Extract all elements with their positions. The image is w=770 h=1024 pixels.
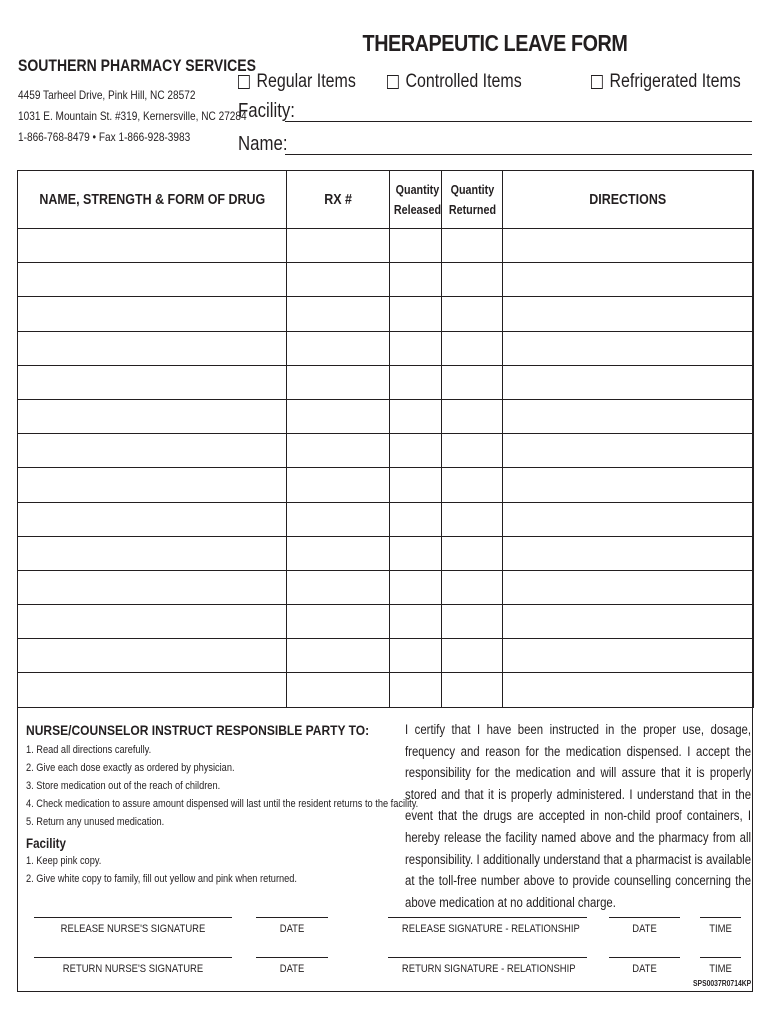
directions-cell[interactable] (503, 399, 754, 433)
directions-cell[interactable] (503, 297, 754, 331)
release-nurse-date-label: DATE (279, 923, 305, 935)
facility-field[interactable] (285, 121, 752, 122)
release-relationship-line[interactable] (388, 917, 587, 918)
qty-returned-cell[interactable] (442, 263, 503, 297)
drug-cell[interactable] (18, 297, 287, 331)
qty-returned-cell[interactable] (442, 365, 503, 399)
table-row (18, 331, 754, 365)
table-header-row (18, 171, 754, 229)
directions-cell[interactable] (503, 639, 754, 673)
company-address-2: 1031 E. Mountain St. #319, Kernersville, NC 27284 (18, 109, 247, 123)
directions-cell[interactable] (503, 331, 754, 365)
qty-released-cell[interactable] (390, 434, 442, 468)
return-date-label: DATE (632, 963, 657, 975)
return-time-line[interactable] (700, 957, 741, 958)
refrigerated-items-checkbox[interactable] (591, 75, 603, 89)
table-row (18, 502, 754, 536)
qty-released-cell[interactable] (390, 570, 442, 604)
table-row (18, 570, 754, 604)
table-row (18, 365, 754, 399)
return-nurse-signature-label: RETURN NURSE'S SIGNATURE (62, 963, 204, 975)
return-relationship-label: RETURN SIGNATURE - RELATIONSHIP (401, 963, 576, 975)
instruction-item: 5. Return any unused medication. (26, 816, 165, 828)
header-drug: NAME, STRENGTH & FORM OF DRUG (18, 171, 287, 229)
header-qty-returned: Quantity Returned (442, 171, 503, 229)
qty-released-cell[interactable] (390, 297, 442, 331)
table-row (18, 468, 754, 502)
instruction-item: 2. Give each dose exactly as ordered by physician. (26, 762, 235, 774)
qty-released-cell[interactable] (390, 468, 442, 502)
release-date-label: DATE (632, 923, 657, 935)
regular-items-checkbox[interactable] (238, 75, 250, 89)
rx-cell[interactable] (287, 570, 390, 604)
rx-cell[interactable] (287, 468, 390, 502)
drug-cell[interactable] (18, 605, 287, 639)
qty-returned-cell[interactable] (442, 502, 503, 536)
directions-cell[interactable] (503, 605, 754, 639)
controlled-items-checkbox[interactable] (387, 75, 399, 89)
release-relationship-label: RELEASE SIGNATURE - RELATIONSHIP (401, 923, 580, 935)
rx-cell[interactable] (287, 502, 390, 536)
qty-returned-cell[interactable] (442, 468, 503, 502)
rx-cell[interactable] (287, 399, 390, 433)
rx-cell[interactable] (287, 434, 390, 468)
rx-cell[interactable] (287, 229, 390, 263)
rx-cell[interactable] (287, 263, 390, 297)
qty-returned-cell[interactable] (442, 434, 503, 468)
table-row (18, 297, 754, 331)
qty-returned-cell[interactable] (442, 605, 503, 639)
drug-cell[interactable] (18, 673, 287, 707)
drug-cell[interactable] (18, 229, 287, 263)
directions-cell[interactable] (503, 263, 754, 297)
qty-released-cell[interactable] (390, 331, 442, 365)
instruction-item: 3. Store medication out of the reach of children. (26, 780, 221, 792)
qty-returned-cell[interactable] (442, 297, 503, 331)
certification-statement: I certify that I have been instructed in the proper use, dosage, frequency and reason for the medication dispensed. I accept the responsibility for the medication and will assure that it is properly stored and that it is properly administered. I understand that in the event that the drugs are accepted in non-child proof containers, I hereby release the facility named above and the pharmacy from all responsibility. I additionally understand that a pharmacist is available at the toll-free number above to provide counselling concerning the above medication at no additional charge. (405, 722, 752, 910)
drug-cell[interactable] (18, 468, 287, 502)
qty-returned-cell[interactable] (442, 673, 503, 707)
directions-cell[interactable] (503, 536, 754, 570)
qty-returned-cell[interactable] (442, 570, 503, 604)
release-nurse-signature-line[interactable] (34, 917, 232, 918)
refrigerated-items-label: Refrigerated Items (609, 71, 741, 92)
drug-cell[interactable] (18, 434, 287, 468)
qty-released-cell[interactable] (390, 399, 442, 433)
table-row (18, 536, 754, 570)
table-row (18, 639, 754, 673)
return-nurse-date-line[interactable] (256, 957, 328, 958)
return-relationship-line[interactable] (388, 957, 587, 958)
qty-returned-cell[interactable] (442, 331, 503, 365)
release-nurse-date-line[interactable] (256, 917, 328, 918)
qty-released-cell[interactable] (390, 229, 442, 263)
table-row (18, 229, 754, 263)
form-title: THERAPEUTIC LEAVE FORM (362, 30, 628, 56)
qty-released-cell[interactable] (390, 605, 442, 639)
facility-instruction-item: 1. Keep pink copy. (26, 855, 102, 867)
table-row (18, 434, 754, 468)
instructions-title: NURSE/COUNSELOR INSTRUCT RESPONSIBLE PARTY TO: (26, 722, 370, 738)
qty-released-cell[interactable] (390, 502, 442, 536)
directions-cell[interactable] (503, 673, 754, 707)
qty-released-cell[interactable] (390, 673, 442, 707)
controlled-items-label: Controlled Items (405, 71, 522, 92)
qty-returned-cell[interactable] (442, 399, 503, 433)
facility-instructions-title: Facility (26, 836, 67, 851)
drug-cell[interactable] (18, 536, 287, 570)
directions-cell[interactable] (503, 434, 754, 468)
directions-cell[interactable] (503, 502, 754, 536)
table-row (18, 399, 754, 433)
directions-cell[interactable] (503, 570, 754, 604)
header-directions: DIRECTIONS (503, 171, 754, 229)
facility-label: Facility: (238, 100, 295, 122)
company-phone: 1-866-768-8479 • Fax 1-866-928-3983 (18, 130, 191, 144)
facility-instruction-item: 2. Give white copy to family, fill out yellow and pink when returned. (26, 873, 298, 885)
table-row (18, 605, 754, 639)
company-name: SOUTHERN PHARMACY SERVICES (18, 57, 256, 75)
directions-cell[interactable] (503, 365, 754, 399)
drug-cell[interactable] (18, 365, 287, 399)
header-qty-released: Quantity Released (390, 171, 442, 229)
qty-returned-cell[interactable] (442, 536, 503, 570)
qty-released-cell[interactable] (390, 263, 442, 297)
instruction-item: 4. Check medication to assure amount dispensed will last until the resident returns to the facility. (26, 798, 419, 810)
rx-cell[interactable] (287, 297, 390, 331)
table-row (18, 673, 754, 707)
rx-cell[interactable] (287, 639, 390, 673)
drug-cell[interactable] (18, 639, 287, 673)
qty-released-cell[interactable] (390, 536, 442, 570)
table-row (18, 263, 754, 297)
release-time-line[interactable] (700, 917, 741, 918)
controlled-items-option[interactable] (387, 71, 522, 93)
regular-items-label: Regular Items (256, 71, 356, 92)
return-date-line[interactable] (609, 957, 680, 958)
return-nurse-signature-line[interactable] (34, 957, 232, 958)
release-nurse-signature-label: RELEASE NURSE'S SIGNATURE (60, 923, 206, 935)
rx-cell[interactable] (287, 331, 390, 365)
company-address-1: 4459 Tarheel Drive, Pink Hill, NC 28572 (18, 88, 196, 102)
form-code: SPS0037R0714KP (693, 979, 752, 988)
medication-table (17, 170, 754, 708)
header-rx: RX # (287, 171, 390, 229)
release-date-line[interactable] (609, 917, 680, 918)
directions-cell[interactable] (503, 468, 754, 502)
qty-returned-cell[interactable] (442, 639, 503, 673)
directions-cell[interactable] (503, 229, 754, 263)
drug-cell[interactable] (18, 570, 287, 604)
return-nurse-date-label: DATE (279, 963, 305, 975)
regular-items-option[interactable] (238, 71, 356, 93)
qty-returned-cell[interactable] (442, 229, 503, 263)
name-field[interactable] (285, 154, 752, 155)
instruction-item: 1. Read all directions carefully. (26, 744, 152, 756)
rx-cell[interactable] (287, 673, 390, 707)
drug-cell[interactable] (18, 399, 287, 433)
name-label: Name: (238, 133, 288, 155)
rx-cell[interactable] (287, 536, 390, 570)
rx-cell[interactable] (287, 365, 390, 399)
qty-released-cell[interactable] (390, 639, 442, 673)
drug-cell[interactable] (18, 331, 287, 365)
drug-cell[interactable] (18, 502, 287, 536)
drug-cell[interactable] (18, 263, 287, 297)
return-time-label: TIME (709, 963, 732, 975)
qty-released-cell[interactable] (390, 365, 442, 399)
release-time-label: TIME (709, 923, 732, 935)
refrigerated-items-option[interactable] (591, 71, 741, 93)
rx-cell[interactable] (287, 605, 390, 639)
